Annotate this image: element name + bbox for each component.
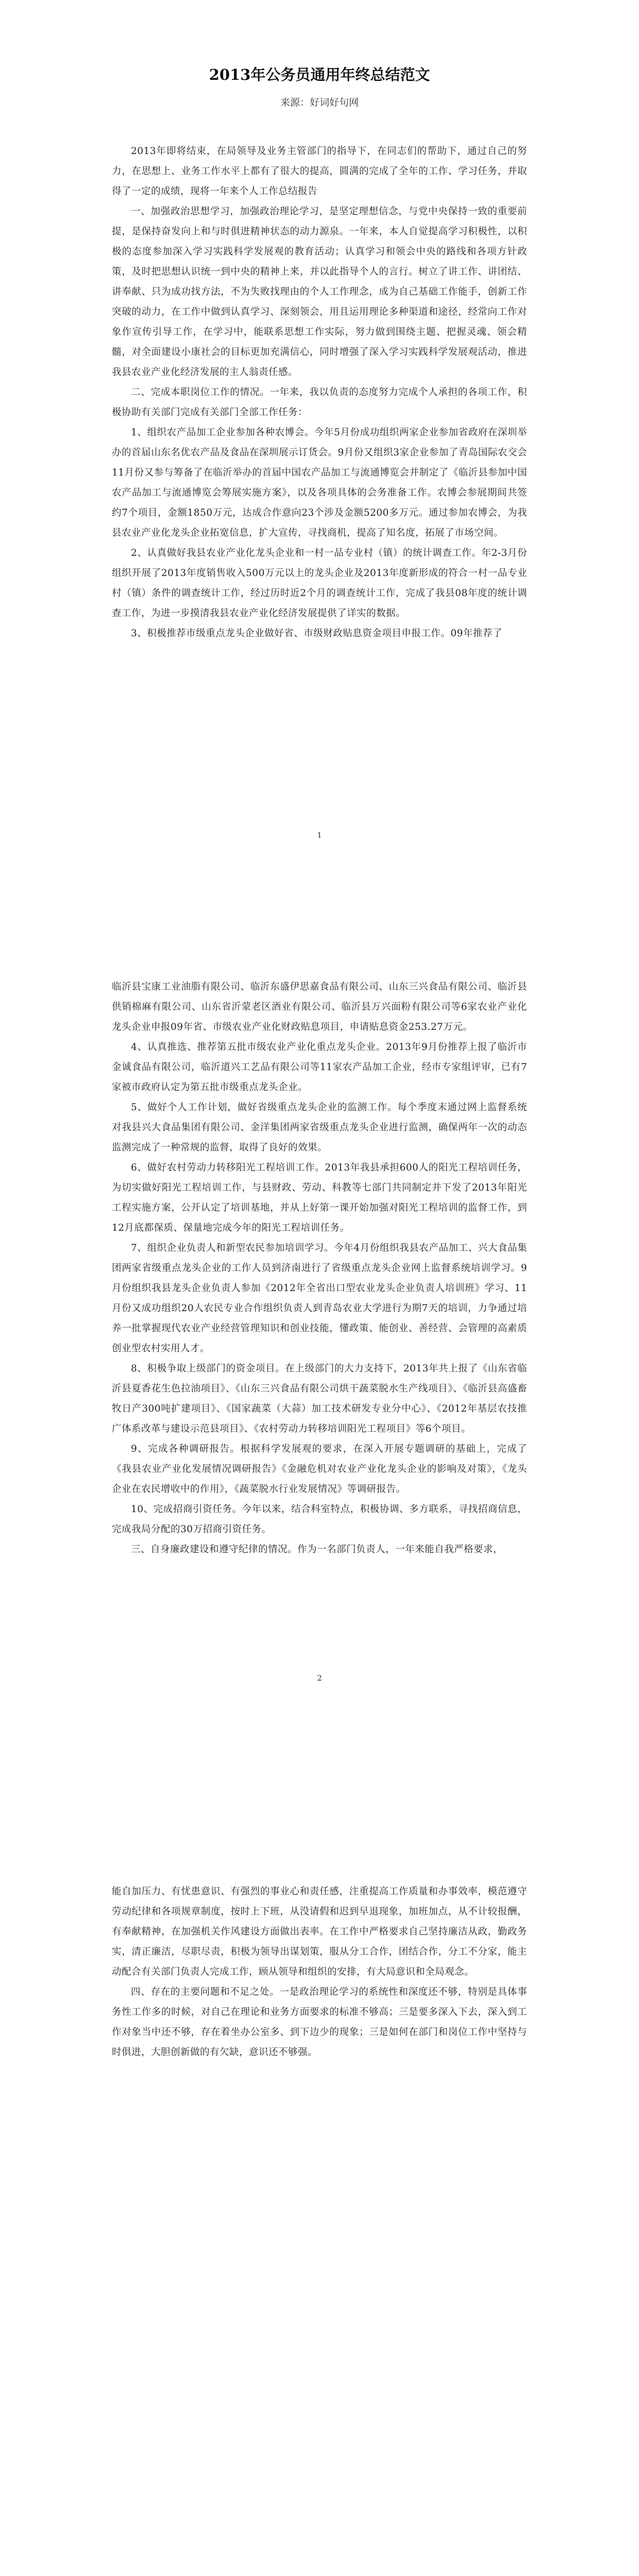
document-source: 来源：好词好句网 xyxy=(280,97,359,108)
paragraph: 临沂县宝康工业油脂有限公司、临沂东盛伊思嘉食品有限公司、山东三兴食品有限公司、临沂县供销棉麻有限公司、山东省沂蒙老区酒业有限公司、临沂县万兴面粉有限公司等6家农业产业化龙头企业申报09年省、市级农业产业化财政贴息项目，申请贴息资金253.27万元。 xyxy=(112,981,527,1032)
page-number: 1 xyxy=(317,831,322,840)
paragraph: 5、做好个人工作计划，做好省级重点龙头企业的监测工作。每个季度末通过网上监督系统对我县兴大食品集团有限公司、金洋集团两家省级重点龙头企业进行监测，确保两年一次的动态监测完成了一种常规的监督，取得了良好的效果。 xyxy=(112,1102,527,1153)
page-number: 2 xyxy=(317,1673,322,1683)
paragraph: 8、积极争取上级部门的资金项目。在上级部门的大力支持下，2013年共上报了《山东省临沂县夏香花生色拉油项目》、《山东三兴食品有限公司烘干蔬菜脱水生产线项目》、《临沂县高盛畜牧日产300吨扩建项目》、《国家蔬菜（大蒜）加工技术研发专业分中心》、《2012年基层农技推广体系改革与建设示范县项目》、《农村劳动力转移培训阳光工程项目》等6个项目。 xyxy=(112,1363,527,1434)
paragraph: 10、完成招商引资任务。今年以来，结合科室特点，积极协调、多方联系，寻找招商信息，完成我局分配的30万招商引资任务。 xyxy=(112,1504,527,1535)
paragraph: 6、做好农村劳动力转移阳光工程培训工作。2013年我县承担600人的阳光工程培训任务，为切实做好阳光工程培训工作，与县财政、劳动、科教等七部门共同制定并下发了2013年阳光工程实施方案，公开认定了培训基地，并从上好第一课开始加强对阳光工程培训的监督工作，到12月底都保质、保量地完成今年的阳光工程培训任务。 xyxy=(112,1162,527,1233)
paragraph: 四、存在的主要问题和不足之处。一是政治理论学习的系统性和深度还不够，特别是具体事务性工作多的时候，对自己在理论和业务方面要求的标准不够高；三是要多深入下去，深入到工作对象当中还不够，存在着坐办公室多、到下边少的现象；三是如何在部门和岗位工作中坚持与时俱进，大胆创新做的有欠缺，意识还不够强。 xyxy=(112,1987,527,2058)
document-title: 2013年公务员通用年终总结范文 xyxy=(209,66,430,83)
page-2-content xyxy=(112,977,527,1560)
paragraph: 能自加压力、有忧患意识、有强烈的事业心和责任感，注重提高工作质量和办事效率，模范遵守劳动纪律和各项规章制度，按时上下班，从没请假和迟到早退现象，加班加点，从不计较报酬，有奉献精神，在加强机关作风建设方面做出表率。在工作中严格要求自己坚持廉洁从政，勤政务实，清正廉洁，尽职尽责，积极为领导出谋划策，服从分工合作，团结合作，分工不分家，能主动配合有关部门负责人完成工作，顾从领导和组织的安排，有大局意识和全局观念。 xyxy=(112,1886,527,1977)
page-1-content xyxy=(112,63,527,643)
paragraph: 2013年即将结束，在局领导及业务主管部门的指导下，在同志们的帮助下，通过自己的努力，在思想上、业务工作水平上都有了很大的提高，圆满的完成了全年的工作、学习任务，并取得了一定的成绩，现将一年来个人工作总结报告 xyxy=(112,146,527,197)
paragraph: 2、认真做好我县农业产业化龙头企业和一村一品专业村（镇）的统计调查工作。年2-3月份组织开展了2013年度销售收入500万元以上的龙头企业及2013年度新形成的符合一村一品专业村（镇）条件的调查统计工作，经过历时近2个月的调查统计工作，完成了我县08年度的统计调查工作，为进一步摸清我县农业产业化经济发展提供了详实的数据。 xyxy=(112,548,527,619)
paragraph: 7、组织企业负责人和新型农民参加培训学习。今年4月份组织我县农产品加工、兴大食品集团两家省级重点龙头企业的工作人员到济南进行了省级重点龙头企业网上监督系统培训学习。9月份组织我县龙头企业负责人参加《2012年全省出口型农业龙头企业负责人培训班》学习、11月份又成功组织20人农民专业合作组织负责人到青岛农业大学进行为期7天的培训，力争通过培养一批掌握现代农业产业经营管理知识和创业技能，懂政策、能创业、善经营、会管理的高素质创业型农村实用人才。 xyxy=(112,1243,527,1354)
page-2 xyxy=(0,917,639,1824)
paragraph: 3、积极推荐市级重点龙头企业做好省、市级财政贴息资金项目申报工作。09年推荐了 xyxy=(131,628,502,639)
paragraph: 4、认真推选、推荐第五批市级农业产业化重点龙头企业。2013年9月份推荐上报了临沂市金诚食品有限公司，临沂道兴工艺品有限公司等11家农产品加工企业，经市专家组评审，已有7家被市政府认定为第五批市级重点龙头企业。 xyxy=(112,1042,527,1093)
paragraph: 三、自身廉政建设和遵守纪律的情况。作为一名部门负责人，一年来能自我严格要求， xyxy=(131,1544,503,1555)
page-1 xyxy=(0,0,639,917)
paragraph: 9、完成各种调研报告。根据科学发展观的要求，在深入开展专题调研的基础上，完成了《我县农业产业化发展情况调研报告》《金融危机对农业产业化龙头企业的影响及对策》，《龙头企业在农民增收中的作用》，《蔬菜脱水行业发展情况》等调研报告。 xyxy=(112,1444,527,1495)
page-3 xyxy=(0,1824,639,2576)
page-3-content xyxy=(112,1882,527,2062)
paragraph: 二、完成本职岗位工作的情况。一年来，我以负责的态度努力完成个人承担的各项工作，积极协助有关部门完成有关部门全部工作任务： xyxy=(112,387,527,418)
paragraph: 1、组织农产品加工企业参加各种农博会。今年5月份成功组织两家企业参加省政府在深圳举办的首届山东名优农产品及食品在深圳展示订货会。9月份又组织3家企业参加了青岛国际农交会11月份又参与筹备了在临沂举办的首届中国农产品加工与流通博览会并制定了《临沂县参加中国农产品加工与流通博览会筹展实施方案》，以及各项具体的会务准备工作。农博会参展期间共签约7个项目，金额1850万元，达成合作意向23个涉及金额5200多万元。通过参加农博会，为我县农业产业化龙头企业拓宽信息，扩大宣传，寻找商机，提高了知名度，拓展了市场空间。 xyxy=(112,427,527,538)
paragraph: 一、加强政治思想学习，加强政治理论学习，是坚定理想信念，与党中央保持一致的重要前提，是保持奋发向上和与时俱进精神状态的动力源泉。一年来，本人自觉提高学习积极性，以积极的态度参加深入学习实践科学发展观的教育活动；认真学习和领会中央的路线和各项方针政策，及时把思想认识统一到中央的精神上来，并以此指导个人的言行。树立了讲工作、讲团结、讲奉献、只为成功找方法，不为失败找理由的个人工作理念，成为自己基础工作能手，创新工作突破的动力，在工作中做到认真学习、深刻领会，用且运用理论多种渠道和途径，经常向工作对象作宣传引导工作，在学习中，能联系思想工作实际，努力做到围绕主题、把握灵魂、领会精髓，对全面建设小康社会的目标更加充满信心，同时增强了深入学习实践科学发展观活动，推进我县农业产业化经济发展的主人翁责任感。 xyxy=(112,206,527,378)
